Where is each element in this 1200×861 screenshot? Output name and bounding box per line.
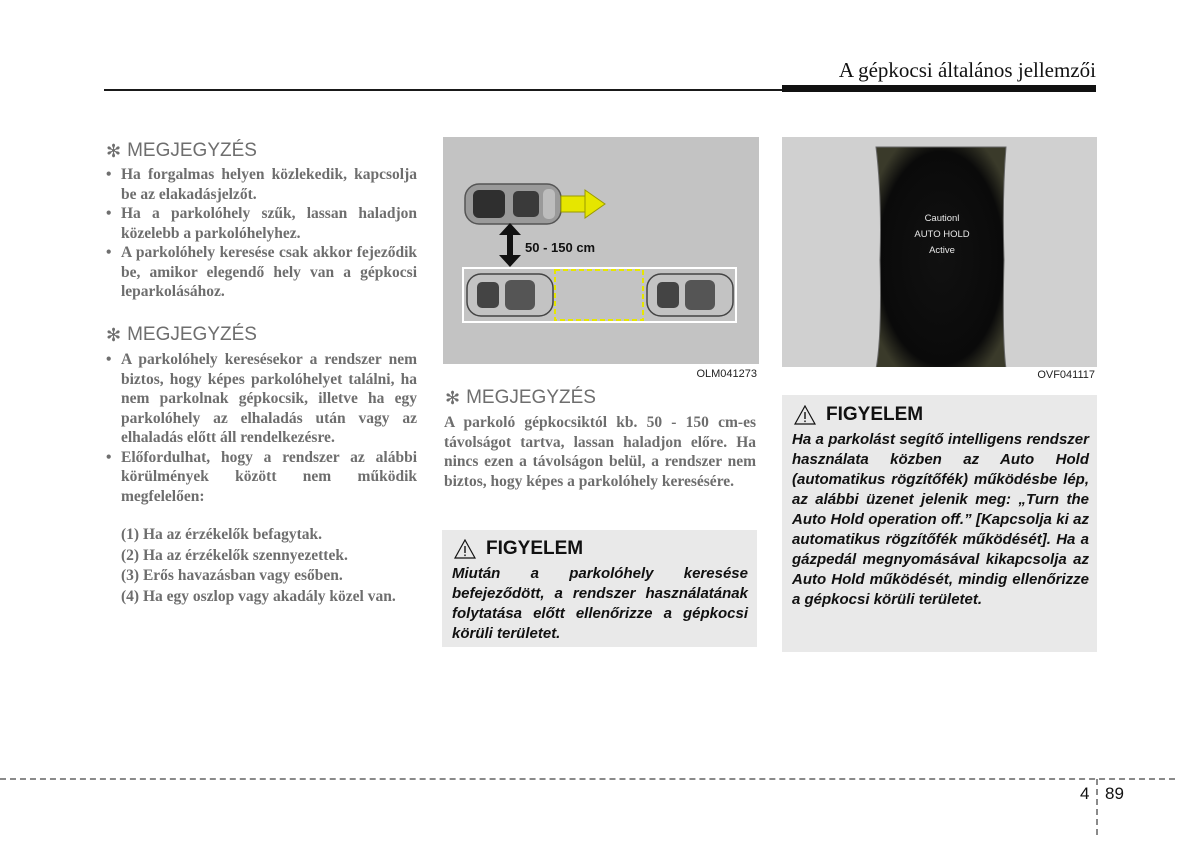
note2-list bbox=[104, 350, 417, 506]
note-heading-3 bbox=[445, 387, 596, 409]
note-heading-2 bbox=[106, 324, 257, 346]
warning-text: Ha a parkolást segítő intelligens rendszer használata közben az Auto Hold (automatikus rögzítőfék) működésbe lép, az alábbi üzenet jelenik meg: „Turn the Auto Hold operation off.” [Kapcsolja ki az automatikus rögzítőfék működését]. Ha a gázpedál megnyomásával kikapcsolja az Auto Hold működését, mindig ellenőrizze a gépkocsi körüli területet. bbox=[792, 431, 1089, 608]
display-line: Cautionl bbox=[924, 213, 960, 224]
parking-figure bbox=[443, 137, 759, 383]
warning-title-text: FIGYELEM bbox=[826, 404, 924, 425]
display-message bbox=[882, 211, 1002, 259]
note1-item: • A parkolóhely keresése csak akkor fejeződik be, amikor elegendő hely van a gépkocsi leparkolásához. bbox=[104, 243, 417, 302]
warning-title bbox=[454, 538, 583, 560]
warning-title-text: FIGYELEM bbox=[486, 538, 584, 559]
note-heading-text: MEGJEGYZÉS bbox=[466, 387, 596, 408]
figure-caption: OLM041273 bbox=[696, 368, 757, 380]
warning-box-2 bbox=[782, 395, 1097, 652]
figure-caption: OVF041117 bbox=[1037, 369, 1095, 381]
footer-dashed-divider bbox=[1096, 779, 1098, 835]
note-heading-text: MEGJEGYZÉS bbox=[127, 324, 257, 345]
note-heading-1 bbox=[106, 140, 257, 162]
display-line: AUTO HOLD bbox=[914, 229, 970, 240]
note2-item: • A parkolóhely keresésekor a rendszer nem biztos, hogy képes parkolóhelyet találni, ha nem parkolnak gépkocsik, illetve ha egy parkolóhely az elhaladás után vagy az elhaladás előtt áll rendelkezésre. bbox=[104, 350, 417, 448]
note2-subitem: (2) Ha az érzékelők szennyezettek. bbox=[121, 546, 348, 564]
note1-item: • Ha a parkolóhely szűk, lassan haladjon közelebb a parkolóhelyhez. bbox=[104, 204, 417, 243]
page-number: 89 bbox=[1105, 784, 1124, 803]
warning-title bbox=[794, 404, 923, 426]
note1-list bbox=[104, 165, 417, 302]
note2-subitem: (4) Ha egy oszlop vagy akadály közel van. bbox=[121, 587, 396, 605]
note-heading-text: MEGJEGYZÉS bbox=[127, 140, 257, 161]
warning-triangle-icon bbox=[794, 405, 816, 425]
note2-subitem: (3) Erős havazásban vagy esőben. bbox=[121, 567, 343, 584]
note-star-icon: ✻ bbox=[106, 140, 122, 161]
note3-text: A parkoló gépkocsiktól kb. 50 - 150 cm-es távolságot tartva, lassan haladjon előre. Ha nincs ezen a távolságon belül, a rendszer nem biztos, hogy képes a parkolóhely keresésére. bbox=[444, 414, 756, 490]
warning-text: Miután a parkolóhely keresése befejeződött, a rendszer használatának folytatása előtt ellenőrizze a gépkocsi körüli területet. bbox=[452, 565, 748, 642]
auto-hold-figure bbox=[782, 137, 1097, 383]
note2-sublist bbox=[121, 525, 417, 607]
parking-illustration bbox=[443, 137, 759, 383]
auto-hold-display bbox=[782, 137, 1097, 383]
note2-item: • Előfordulhat, hogy a rendszer az alábbi körülmények között nem működik megfelelően: bbox=[104, 448, 417, 507]
note2-subitem: (1) Ha az érzékelők befagytak. bbox=[121, 526, 323, 543]
warning-triangle-icon bbox=[454, 539, 476, 559]
display-line: Active bbox=[929, 245, 955, 256]
parked-car-left-icon bbox=[467, 274, 553, 316]
page-header-title: A gépkocsi általános jellemzői bbox=[838, 58, 1096, 82]
note1-item: • Ha forgalmas helyen közlekedik, kapcsolja be az elakadásjelzőt. bbox=[104, 165, 417, 204]
note-star-icon: ✻ bbox=[445, 387, 461, 408]
section-number: 4 bbox=[1080, 784, 1090, 803]
warning-box-1 bbox=[442, 530, 757, 647]
footer-dashed-rule bbox=[0, 778, 1175, 780]
header-bar bbox=[782, 85, 1096, 92]
moving-car-icon bbox=[465, 184, 561, 224]
note-star-icon: ✻ bbox=[106, 324, 122, 345]
parked-car-right-icon bbox=[647, 274, 733, 316]
distance-label: 50 - 150 cm bbox=[525, 240, 596, 255]
